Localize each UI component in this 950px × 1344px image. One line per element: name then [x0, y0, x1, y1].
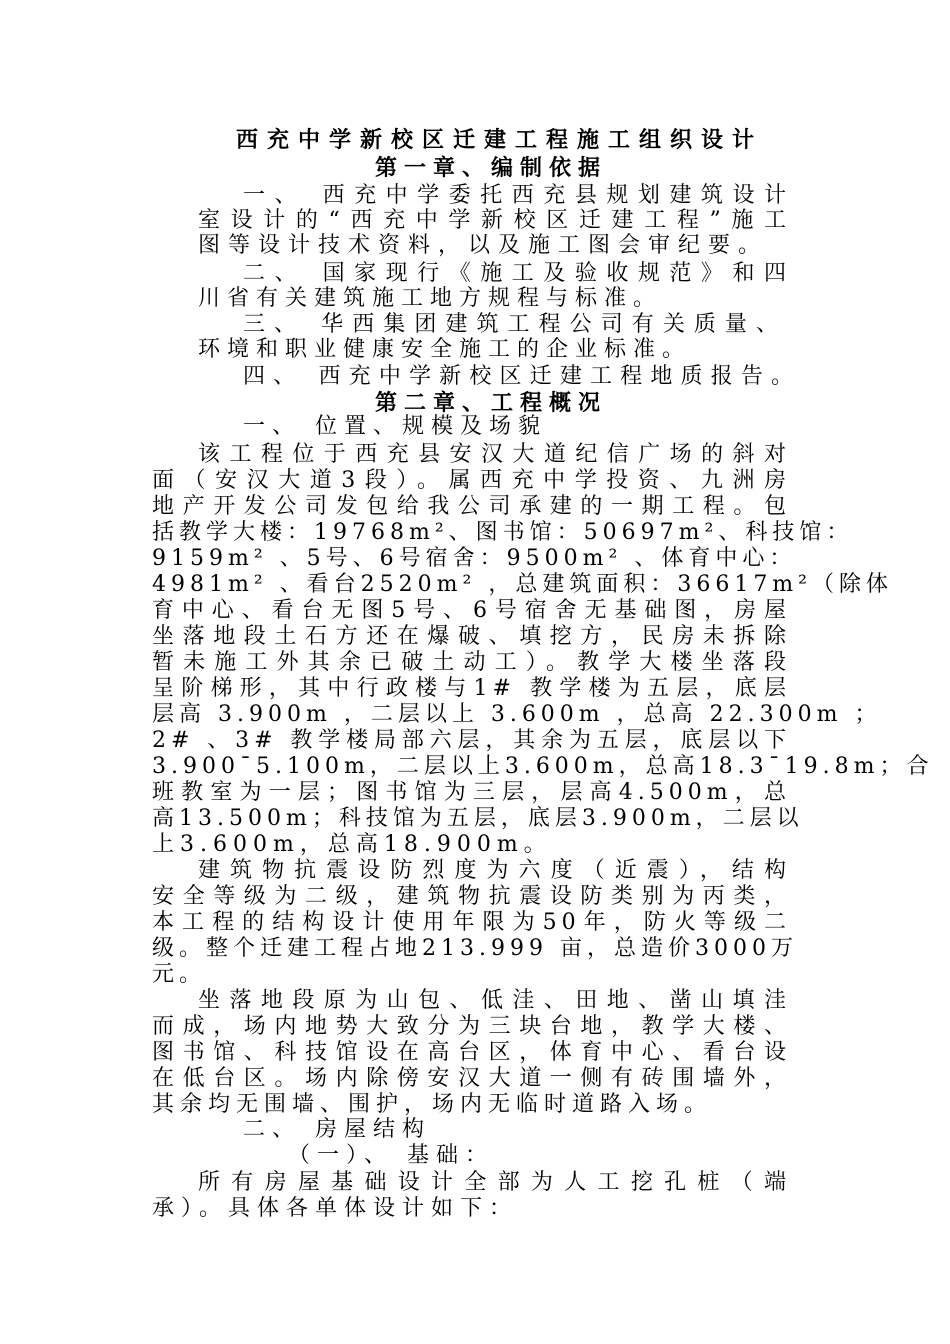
paragraph-line: 2# 、3# 教学楼局部六层，其余为五层，底层以下: [152, 728, 791, 753]
paragraph-line: 坐落地段原为山包、低洼、田地、凿山填洼: [198, 988, 791, 1013]
paragraph-line: 3.900¯5.100m，二层以上3.600m，总高18.3¯19.8m；合: [152, 754, 934, 779]
paragraph-line: 暂未施工外其余已破土动工）。教学大楼坐落段: [152, 650, 791, 675]
paragraph-line: 呈阶梯形，其中行政楼与1# 教学楼为五层，底层: [152, 676, 791, 701]
paragraph-line: 环境和职业健康安全施工的企业标准。: [198, 337, 692, 362]
paragraph-line: 4981m² 、看台2520m² ，总建筑面积：36617m²（除体: [152, 572, 893, 597]
section-heading: 一、 位置、规模及场貌: [243, 414, 547, 439]
paragraph-line: 育中心、看台无图5号、6号宿舍无基础图，房屋: [152, 598, 791, 623]
subsection-heading: （一）、 基础：: [288, 1143, 494, 1168]
paragraph-line: 一、 西充中学委托西充县规划建筑设计: [243, 183, 791, 208]
paragraph-line: 图书馆、科技馆设在高台区，体育中心、看台设: [152, 1040, 791, 1065]
paragraph-line: 9159m² 、5号、6号宿舍：9500m² 、体育中心：: [152, 546, 797, 571]
paragraph-line: 地产开发公司发包给我公司承建的一期工程。包: [152, 494, 791, 519]
paragraph-line: 本工程的结构设计使用年限为50年，防火等级二: [152, 910, 791, 935]
paragraph-line: 承）。具体各单体设计如下：: [152, 1196, 519, 1221]
paragraph-line: 层高 3.900m ，二层以上 3.600m ，总高 22.300m ；: [152, 702, 882, 727]
paragraph-line: 所有房屋基础设计全部为人工挖孔桩（端: [198, 1170, 791, 1195]
paragraph-line: 元。: [152, 962, 207, 987]
paragraph-line: 坐落地段土石方还在爆破、填挖方，民房未拆除: [152, 624, 791, 649]
paragraph-line: 班教室为一层；图书馆为三层，层高4.500m，总: [152, 780, 791, 805]
paragraph-line: 上3.600m，总高18.900m。: [152, 832, 552, 857]
paragraph-line: 而成，场内地势大致分为三块台地，教学大楼、: [152, 1014, 791, 1039]
paragraph-line: 高13.500m；科技馆为五层，底层3.900m，二层以: [152, 806, 804, 831]
paragraph-line: 安全等级为二级，建筑物抗震设防类别为丙类，: [152, 884, 791, 909]
chapter-2-heading: 第二章、工程概况: [375, 390, 608, 416]
paragraph-line: 川省有关建筑施工地方规程与标准。: [198, 286, 663, 311]
paragraph-line: 二、 国家现行《施工及验收规范》和四: [243, 261, 791, 286]
paragraph-line: 该工程位于西充县安汉大道纪信广场的斜对: [198, 442, 791, 467]
paragraph-line: 图等设计技术资料，以及施工图会审纪要。: [198, 233, 769, 258]
paragraph-line: 括教学大楼：19768m²、图书馆：50697m²、科技馆：: [152, 520, 854, 545]
paragraph-line: 其余均无围墙、围护，场内无临时道路入场。: [152, 1092, 713, 1117]
paragraph-line: 面（安汉大道3段）。属西充中学投资、九洲房: [152, 468, 791, 493]
paragraph-line: 级。整个迁建工程占地213.999 亩，总造价3000万: [152, 936, 798, 961]
paragraph-line: 建筑物抗震设防烈度为六度（近震），结构: [198, 858, 791, 883]
paragraph-line: 三、 华西集团建筑工程公司有关质量、: [243, 312, 783, 337]
paragraph-line: 在低台区。场内除傍安汉大道一侧有砖围墙外，: [152, 1066, 791, 1091]
section-heading: 二、 房屋结构: [243, 1117, 431, 1142]
paragraph-line: 室设计的“西充中学新校区迁建工程”施工: [198, 208, 791, 233]
chapter-1-heading: 第一章、编制依据: [375, 155, 608, 181]
paragraph-line: 四、 西充中学新校区迁建工程地质报告。: [243, 364, 798, 389]
document-title: 西充中学新校区迁建工程施工组织设计: [236, 127, 764, 153]
